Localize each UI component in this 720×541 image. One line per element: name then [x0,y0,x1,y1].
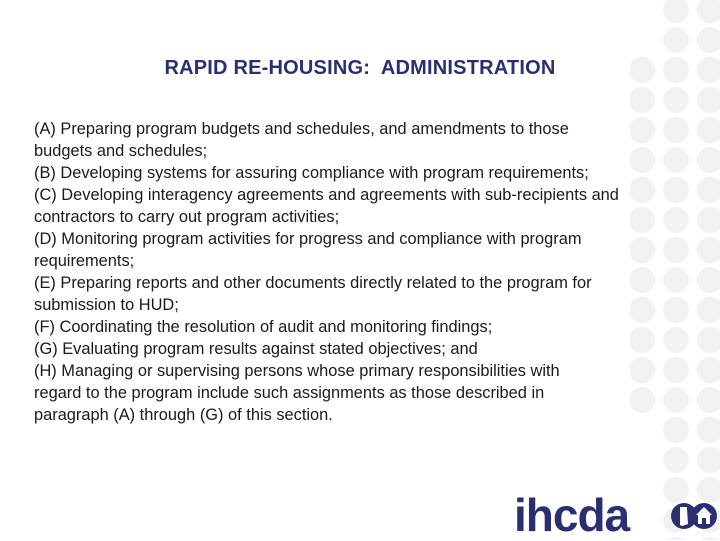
ihcda-logo [514,489,720,541]
decorative-dot [697,117,720,143]
body-line: (G) Evaluating program results against stated objectives; and [34,340,478,358]
body-line: submission to HUD; [34,296,179,314]
body-line: (A) Preparing program budgets and schedules, and amendments to those [34,120,569,138]
body-line: (F) Coordinating the resolution of audit and monitoring findings; [34,318,493,336]
body-line: (H) Managing or supervising persons whose primary responsibilities with [34,362,560,380]
slide-body [34,118,694,426]
body-line: paragraph (A) through (G) of this section. [34,406,333,424]
body-line: budgets and schedules; [34,142,208,160]
slide-title: RAPID RE-HOUSING: ADMINISTRATION [164,57,556,79]
body-line: contractors to carry out program activities; [34,208,340,226]
body-line: regard to the program include such assignments as those described in [34,384,545,402]
decorative-dot [630,87,655,113]
decorative-dot [697,447,720,473]
decorative-dot [697,357,720,383]
body-line: (E) Preparing reports and other documents directly related to the program for [34,274,592,292]
body-line: (D) Monitoring program activities for progress and compliance with program [34,230,582,248]
decorative-dot [697,87,720,113]
decorative-dot [697,417,720,443]
decorative-dot [697,147,720,173]
decorative-dot [663,87,689,113]
decorative-dot [697,237,720,263]
decorative-dot [663,447,689,473]
body-line: requirements; [34,252,135,270]
decorative-dot [663,0,689,23]
body-line: (C) Developing interagency agreements and agreements with sub-recipients and [34,186,619,204]
decorative-dot [697,267,720,293]
logo-icons [670,498,718,534]
body-line: (B) Developing systems for assuring compliance with program requirements; [34,164,589,182]
decorative-dot [663,27,689,53]
logo-text: ihcda [514,489,630,541]
decorative-dot [697,0,720,23]
decorative-dot [697,387,720,413]
decorative-dot [697,27,720,53]
decorative-dot [697,207,720,233]
decorative-dot [697,177,720,203]
decorative-dot [697,297,720,323]
house-icon [691,503,717,529]
decorative-dot [697,327,720,353]
